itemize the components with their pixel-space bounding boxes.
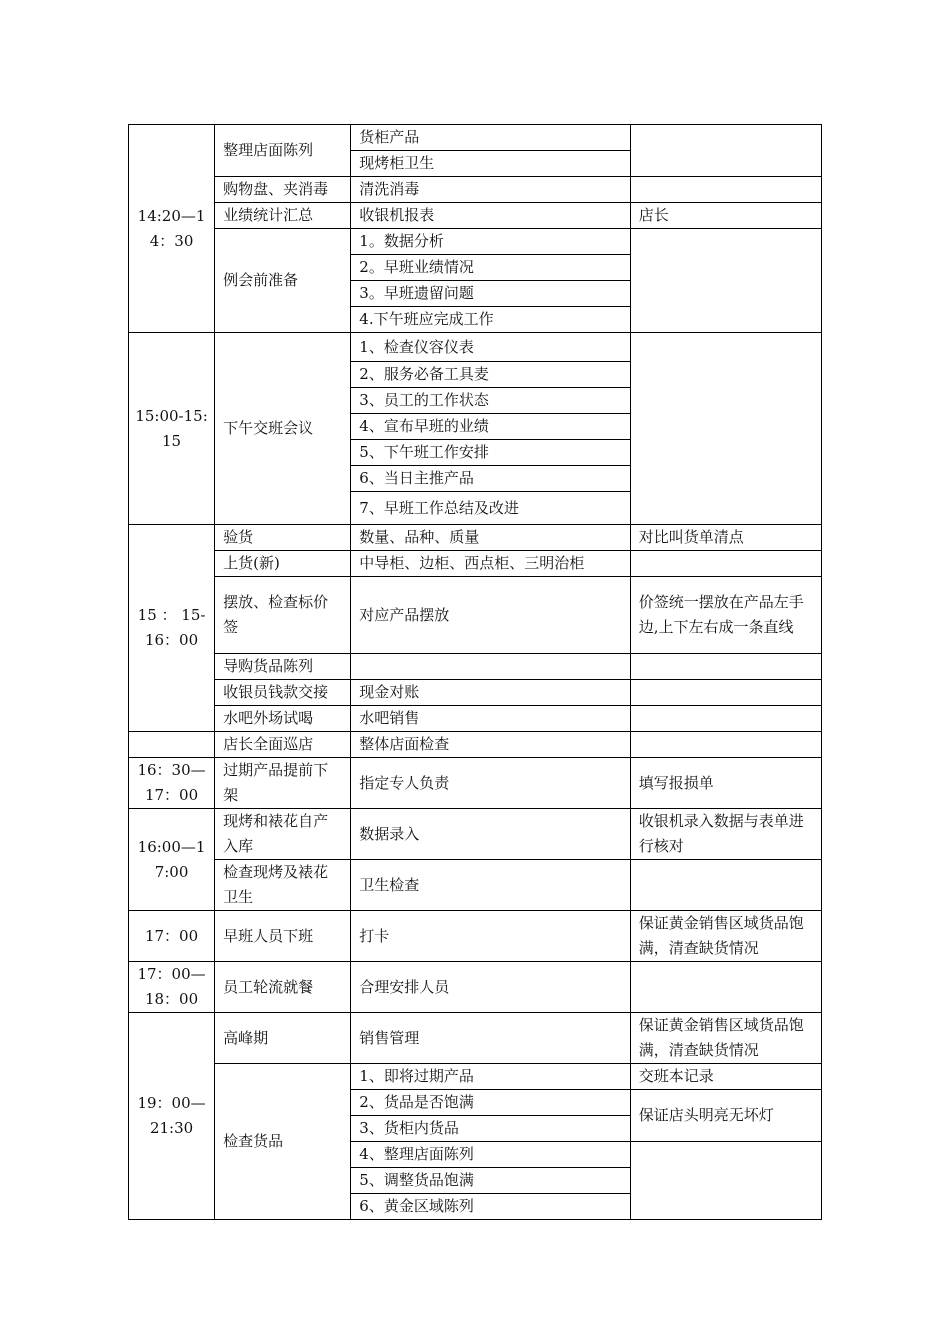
time-cell: 17：00	[129, 911, 215, 962]
time-cell: 16:00—17:00	[129, 809, 215, 911]
item-cell: 购物盘、夹消毒	[215, 177, 351, 203]
time-cell: 15 ： 15-16：00	[129, 525, 215, 732]
item-cell: 业绩统计汇总	[215, 203, 351, 229]
table-row	[129, 860, 822, 911]
detail-cell: 数据录入	[351, 809, 630, 860]
detail-cell: 1。数据分析	[351, 229, 630, 255]
time-cell	[129, 732, 215, 758]
time-cell: 17：00—18：00	[129, 962, 215, 1013]
table-row	[129, 1064, 822, 1090]
detail-cell: 数量、品种、质量	[351, 525, 630, 551]
table-row	[129, 177, 822, 203]
table-row	[129, 577, 822, 654]
table-row	[129, 758, 822, 809]
detail-cell: 2、服务必备工具麦	[351, 362, 630, 388]
note-cell	[630, 706, 821, 732]
note-cell: 收银机录入数据与表单进行核对	[630, 809, 821, 860]
detail-cell: 水吧销售	[351, 706, 630, 732]
note-cell	[630, 654, 821, 680]
detail-cell: 整体店面检查	[351, 732, 630, 758]
detail-cell: 现金对账	[351, 680, 630, 706]
note-cell: 保证黄金销售区域货品饱满，清查缺货情况	[630, 911, 821, 962]
table-row	[129, 525, 822, 551]
detail-cell: 清洗消毒	[351, 177, 630, 203]
note-cell	[630, 125, 821, 177]
note-cell	[630, 551, 821, 577]
detail-cell: 5、下午班工作安排	[351, 440, 630, 466]
item-cell: 早班人员下班	[215, 911, 351, 962]
detail-cell: 收银机报表	[351, 203, 630, 229]
detail-cell: 4、整理店面陈列	[351, 1142, 630, 1168]
note-cell	[630, 680, 821, 706]
note-cell: 对比叫货单清点	[630, 525, 821, 551]
detail-cell: 3。早班遗留问题	[351, 281, 630, 307]
item-cell: 员工轮流就餐	[215, 962, 351, 1013]
time-cell: 19：00—21:30	[129, 1013, 215, 1220]
note-cell: 保证店头明亮无坏灯	[630, 1090, 821, 1142]
detail-cell: 2、货品是否饱满	[351, 1090, 630, 1116]
table-row	[129, 229, 822, 255]
detail-cell: 销售管理	[351, 1013, 630, 1064]
table-row	[129, 962, 822, 1013]
detail-cell: 指定专人负责	[351, 758, 630, 809]
table-row	[129, 809, 822, 860]
table-row	[129, 203, 822, 229]
note-cell	[630, 962, 821, 1013]
note-cell	[630, 732, 821, 758]
detail-cell: 对应产品摆放	[351, 577, 630, 654]
detail-cell: 4.下午班应完成工作	[351, 307, 630, 333]
table-row	[129, 333, 822, 362]
note-cell	[630, 333, 821, 525]
detail-cell: 7、早班工作总结及改进	[351, 492, 630, 525]
time-cell: 16：30—17：00	[129, 758, 215, 809]
item-cell: 收银员钱款交接	[215, 680, 351, 706]
detail-cell: 5、调整货品饱满	[351, 1168, 630, 1194]
item-cell: 验货	[215, 525, 351, 551]
detail-cell: 货柜产品	[351, 125, 630, 151]
detail-cell: 1、即将过期产品	[351, 1064, 630, 1090]
table-row	[129, 551, 822, 577]
item-cell: 上货(新)	[215, 551, 351, 577]
detail-cell: 6、当日主推产品	[351, 466, 630, 492]
item-cell: 整理店面陈列	[215, 125, 351, 177]
work-schedule-table	[128, 124, 822, 1220]
table-row	[129, 706, 822, 732]
note-cell	[630, 177, 821, 203]
item-cell: 下午交班会议	[215, 333, 351, 525]
time-cell: 15:00-15:15	[129, 333, 215, 525]
item-cell: 例会前准备	[215, 229, 351, 333]
detail-cell: 3、货柜内货品	[351, 1116, 630, 1142]
time-cell: 14:20—14：30	[129, 125, 215, 333]
item-cell: 现烤和裱花自产入库	[215, 809, 351, 860]
note-cell	[630, 860, 821, 911]
item-cell: 检查货品	[215, 1064, 351, 1220]
note-cell: 交班本记录	[630, 1064, 821, 1090]
note-cell	[630, 229, 821, 333]
item-cell: 店长全面巡店	[215, 732, 351, 758]
detail-cell: 2。早班业绩情况	[351, 255, 630, 281]
item-cell: 过期产品提前下架	[215, 758, 351, 809]
detail-cell: 1、检查仪容仪表	[351, 333, 630, 362]
detail-cell	[351, 654, 630, 680]
note-cell: 保证黄金销售区域货品饱满，清查缺货情况	[630, 1013, 821, 1064]
item-cell: 高峰期	[215, 1013, 351, 1064]
detail-cell: 打卡	[351, 911, 630, 962]
detail-cell: 合理安排人员	[351, 962, 630, 1013]
note-cell: 价签统一摆放在产品左手边,上下左右成一条直线	[630, 577, 821, 654]
detail-cell: 3、员工的工作状态	[351, 388, 630, 414]
detail-cell: 卫生检查	[351, 860, 630, 911]
table-row	[129, 125, 822, 151]
item-cell: 检查现烤及裱花卫生	[215, 860, 351, 911]
detail-cell: 现烤柜卫生	[351, 151, 630, 177]
note-cell	[630, 1142, 821, 1220]
note-cell: 填写报损单	[630, 758, 821, 809]
detail-cell: 4、宣布早班的业绩	[351, 414, 630, 440]
table-row	[129, 654, 822, 680]
item-cell: 水吧外场试喝	[215, 706, 351, 732]
table-row	[129, 1013, 822, 1064]
table-row	[129, 732, 822, 758]
detail-cell: 6、黄金区域陈列	[351, 1194, 630, 1220]
note-cell: 店长	[630, 203, 821, 229]
table-row	[129, 680, 822, 706]
item-cell: 导购货品陈列	[215, 654, 351, 680]
detail-cell: 中导柜、边柜、西点柜、三明治柜	[351, 551, 630, 577]
table-row	[129, 911, 822, 962]
item-cell: 摆放、检查标价签	[215, 577, 351, 654]
